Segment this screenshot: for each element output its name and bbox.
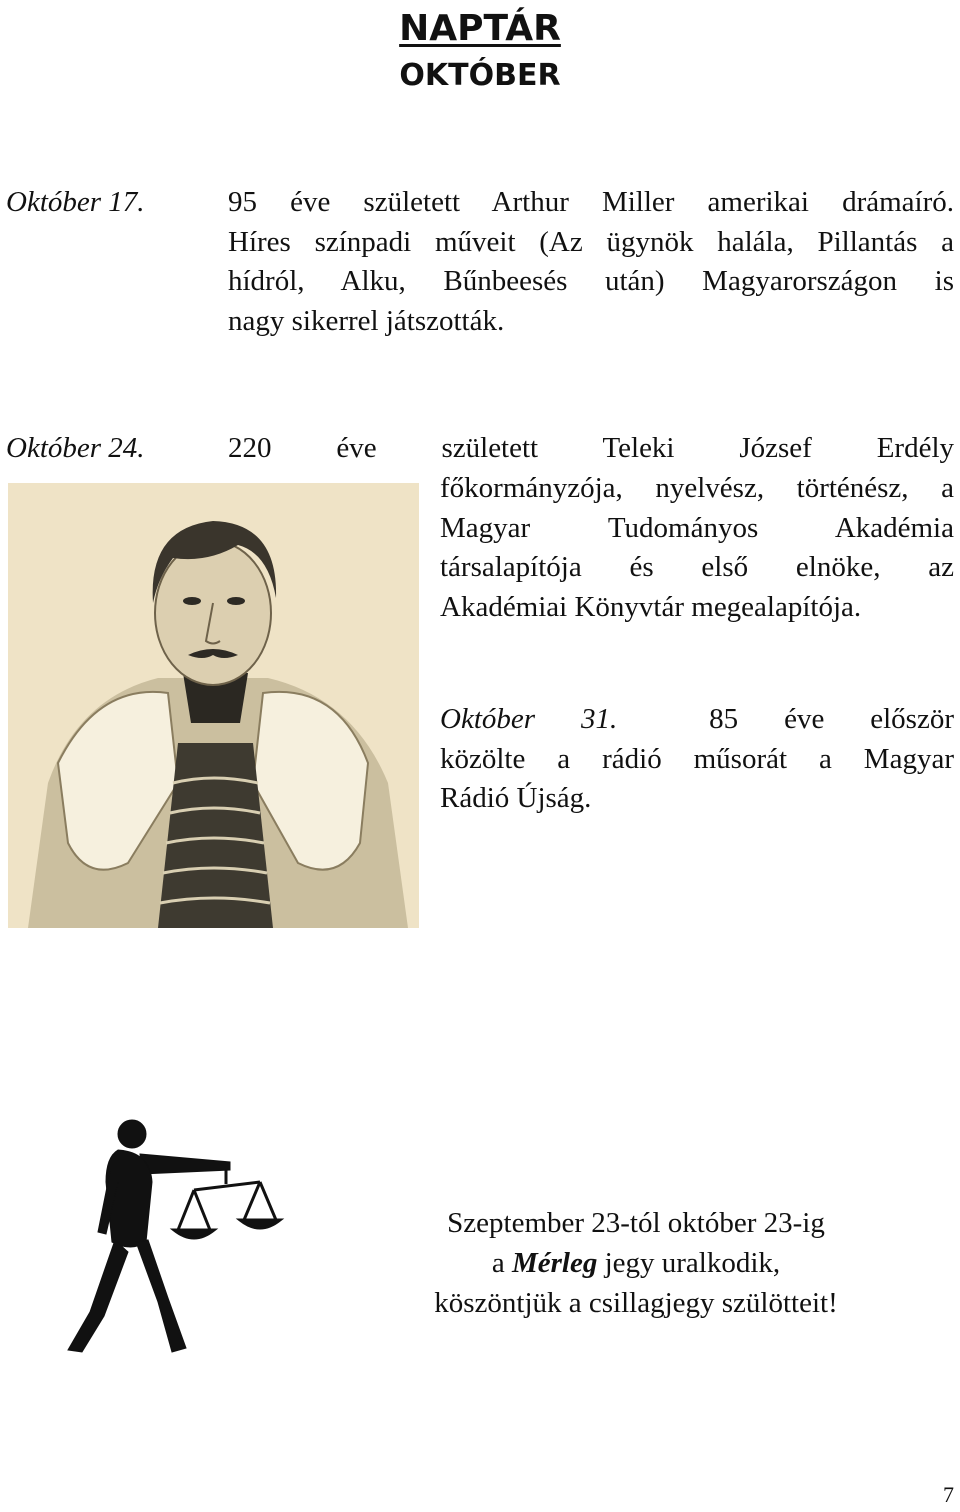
entry-line (440, 700, 954, 740)
closing-fragment: a (491, 1247, 505, 1279)
entry-line: 220 éve született Teleki József Erdély (228, 432, 954, 464)
portrait-eye-right (227, 597, 245, 605)
closing-line: köszöntjük a csillagjegy szülötteit! (434, 1287, 838, 1319)
closing-text (380, 1203, 892, 1323)
entry-line: társalapítója és első elnöke, az (440, 551, 954, 583)
entry-date: Október 17. (6, 186, 145, 218)
entry-date: Október 31. (440, 703, 618, 735)
entry-line: nagy sikerrel játszották. (228, 304, 505, 337)
libra-scales-icon (60, 1112, 310, 1362)
entry-line: hídról, Alku, Bűnbeesés után) Magyarországon is (228, 265, 954, 297)
closing-line: Szeptember 23-tól október 23-ig (447, 1207, 825, 1239)
entry-line: Akadémiai Könyvtár megealapítója. (440, 590, 862, 623)
entry-line: Híres színpadi műveit (Az ügynök halála, Pillantás a (228, 225, 954, 258)
entry-text (440, 700, 954, 819)
page-number: 7 (943, 1482, 954, 1507)
entry-text (228, 183, 954, 341)
entry-line: 95 éve született Arthur Miller amerikai drámaíró. (228, 186, 954, 218)
entry-lead (228, 429, 954, 469)
entry-line: közölte a rádió műsorát a Magyar (440, 742, 954, 775)
entry-line-text: 85 éve először (709, 703, 954, 735)
entry-line: Rádió Újság. (440, 782, 592, 814)
page-subtitle: OKTÓBER (399, 58, 561, 93)
entry-line: Magyar Tudományos Akadémia (440, 511, 954, 544)
entry-line: főkormányzója, nyelvész, történész, a (440, 472, 954, 504)
portrait-face (155, 541, 271, 685)
page-title: NAPTÁR (399, 8, 561, 49)
libra-scales (174, 1170, 280, 1238)
entry-text (440, 469, 954, 627)
entry-date: Október 24. (6, 432, 145, 464)
zodiac-sign-name: Mérleg (511, 1247, 598, 1279)
portrait-eye-left (183, 597, 201, 605)
closing-line (380, 1243, 892, 1283)
portrait-engraving (8, 483, 419, 928)
closing-fragment: jegy uralkodik, (604, 1247, 781, 1279)
